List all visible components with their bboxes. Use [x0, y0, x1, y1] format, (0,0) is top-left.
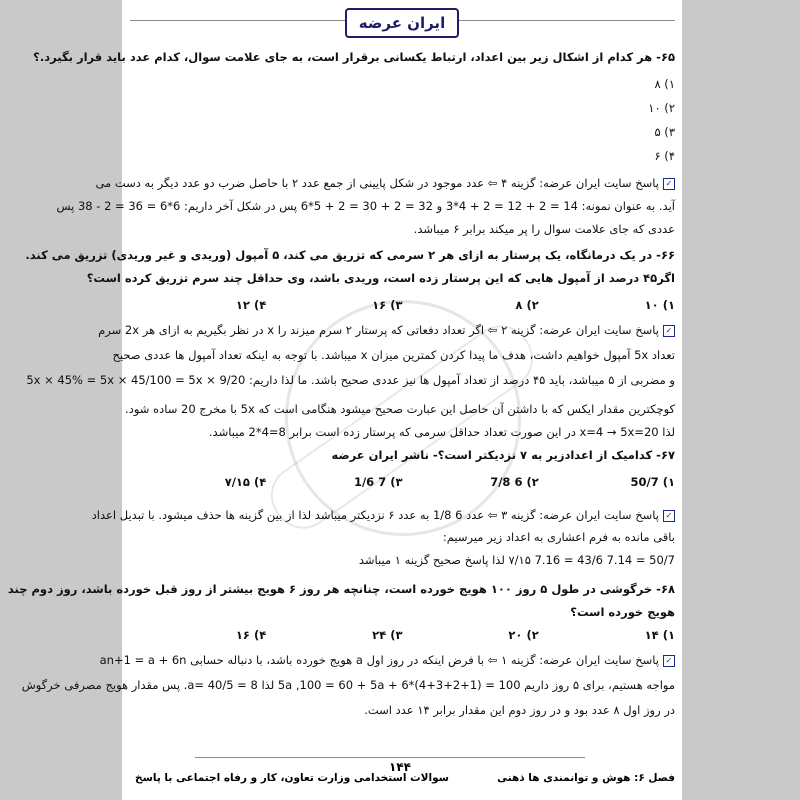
q68-answer-line-1 — [99, 653, 675, 667]
q66-answer-line-1 — [98, 323, 675, 337]
q65-answer-line-3: عددی که جای علامت سوال را پر میکند برابر ۶ میباشد. — [413, 222, 675, 236]
q67-answer-line-1 — [91, 508, 675, 522]
q65-option-2: ۲) ۱۰ — [648, 101, 675, 115]
q65-answer-text-1: پاسخ سایت ایران عرضه: گزینه ۴ ⇦ عدد موجود در شکل پایینی از جمع عدد ۲ با حاصل ضرب دو عدد دیگر به دست می — [95, 176, 659, 190]
q66-options — [130, 298, 675, 312]
q67-option-1: ۱) 50/7 — [630, 475, 675, 489]
q68-option-3: ۳) ۲۴ — [372, 628, 403, 642]
q67-options — [130, 475, 675, 489]
q65-answer-line-2: آید. به عنوان نمونه: 14 = 2 + 12 = 2 + 4*3 و 32 = 2 + 30 = 2 + 5*6 پس در شکل آخر داریم: 6*6 = 36 = 2 - 38 پس — [56, 199, 675, 213]
footer-book-title: سوالات استخدامی وزارت تعاون، کار و رفاه اجتماعی با پاسخ — [135, 772, 449, 784]
q65-question: ۶۵- هر کدام از اشکال زیر بین اعداد، ارتباط یکسانی برقرار است، به جای علامت سوال، کدام عدد باید قرار بگیرد.؟ — [33, 50, 675, 64]
q68-option-2: ۲) ۲۰ — [508, 628, 539, 642]
q68-options — [130, 628, 675, 642]
q66-option-1: ۱) ۱۰ — [644, 298, 675, 312]
q68-option-1: ۱) ۱۴ — [644, 628, 675, 642]
q66-answer-text-1: پاسخ سایت ایران عرضه: گزینه ۲ ⇦ اگر تعداد دفعاتی که پرستار ۲ سرم میزند را x در نظر بگیریم به ازای هر 2x سرم — [98, 323, 659, 337]
q65-answer-line-1 — [95, 176, 675, 190]
q66-answer-line-5: لذا x=4 → 5x=20 در این صورت تعداد حداقل سرمی که پرستار زده است برابر 8=4*2 میباشد. — [208, 425, 675, 439]
q65-option-1: ۱) ۸ — [654, 77, 675, 91]
q68-question-line-1: ۶۸- خرگوشی در طول ۵ روز ۱۰۰ هویج خورده است، چنانچه هر روز ۶ هویج بیشتر از روز قبل خورده باشد، روز دوم چند — [7, 582, 675, 596]
footer-chapter: فصل ۶: هوش و توانمندی ها ذهنی — [497, 772, 675, 784]
q66-option-3: ۳) ۱۶ — [372, 298, 403, 312]
q66-option-4: ۴) ۱۲ — [235, 298, 267, 312]
q67-answer-line-2: باقی مانده به فرم اعشاری به اعداد زیر میرسیم: — [442, 530, 675, 544]
q66-question-line-2: اگر۴۵ درصد از آمپول هایی که این پرستار زده است، وریدی باشد، وی حداقل چند سرم تزریق کرده است؟ — [86, 271, 675, 285]
q67-option-4: ۴) ۷/۱۵ — [224, 475, 267, 489]
q68-question-line-2: هویج خورده است؟ — [570, 605, 675, 619]
q65-option-4: ۴) ۶ — [654, 149, 675, 163]
publisher-logo: ایران عرضه — [345, 8, 459, 38]
page-number: ۱۴۴ — [389, 760, 411, 774]
q68-answer-line-3: در روز اول ۸ عدد بود و در روز دوم این مقدار برابر ۱۴ عدد است. — [364, 703, 675, 717]
q68-answer-text-1: پاسخ سایت ایران عرضه: گزینه ۱ ⇦ با فرض اینکه در روز اول a هویج خورده باشد، با دنباله حسابی an+1 = a + 6n — [99, 653, 659, 667]
footer-rule — [195, 757, 585, 758]
q68-answer-line-2: مواجه هستیم، برای ۵ روز داریم 100 = (1+2+3+4)*6 + 5a ,100 = 60 + 5a لذا 8 = 40/5 =a. پس مقدار هویج مصرفی خرگوش — [21, 678, 675, 692]
q66-option-2: ۲) ۸ — [515, 298, 539, 312]
checkbox-icon: ✓ — [663, 325, 675, 337]
q67-answer-text-1: پاسخ سایت ایران عرضه: گزینه ۳ ⇦ عدد 6 1/8 به عدد ۶ نزدیکتر میباشد لذا از بین گزینه ها حذف میشود. با تبدیل اعداد — [91, 508, 659, 522]
q66-answer-line-2: تعداد 5x آمپول خواهیم داشت، هدف ما پیدا کردن کمترین میزان x میباشد. با توجه به اینکه تعداد آمپول ها عددی صحیح — [112, 348, 675, 362]
document-body — [7, 0, 675, 800]
checkbox-icon: ✓ — [663, 655, 675, 667]
q67-option-2: ۲) 6 7/8 — [490, 475, 539, 489]
q66-answer-line-3: و مضربی از ۵ میباشد، باید ۴۵ درصد از تعداد آمپول ها نیز عددی صحیح باشد. ما لذا داریم: 5x × 45% = 5x × 45/100 = 5x × 9/20 — [26, 373, 675, 387]
checkbox-icon: ✓ — [663, 178, 675, 190]
q67-answer-line-3: 50/7 = 7.14 43/6 = 7.16 ۷/۱۵ لذا پاسخ صحیح گزینه ۱ میباشد — [358, 553, 675, 567]
q66-answer-line-4: کوچکترین مقدار ایکس که با داشتن آن حاصل این عبارت صحیح میشود هنگامی است که 5x با مخرج 20 ساده شود. — [125, 402, 675, 416]
checkbox-icon: ✓ — [663, 510, 675, 522]
q66-question-line-1: ۶۶- در یک درمانگاه، یک پرستار به ازای هر ۲ سرمی که تزریق می کند، ۵ آمپول (وریدی و غیر وریدی) تزریق می کند. — [25, 248, 675, 262]
q67-option-3: ۳) 7 1/6 — [353, 475, 403, 489]
q68-option-4: ۴) ۱۶ — [235, 628, 267, 642]
q67-question: ۶۷- کدامیک از اعدادزیر به ۷ نزدیکتر است؟- ناشر ایران عرضه — [331, 448, 675, 462]
q65-option-3: ۳) ۵ — [654, 125, 675, 139]
